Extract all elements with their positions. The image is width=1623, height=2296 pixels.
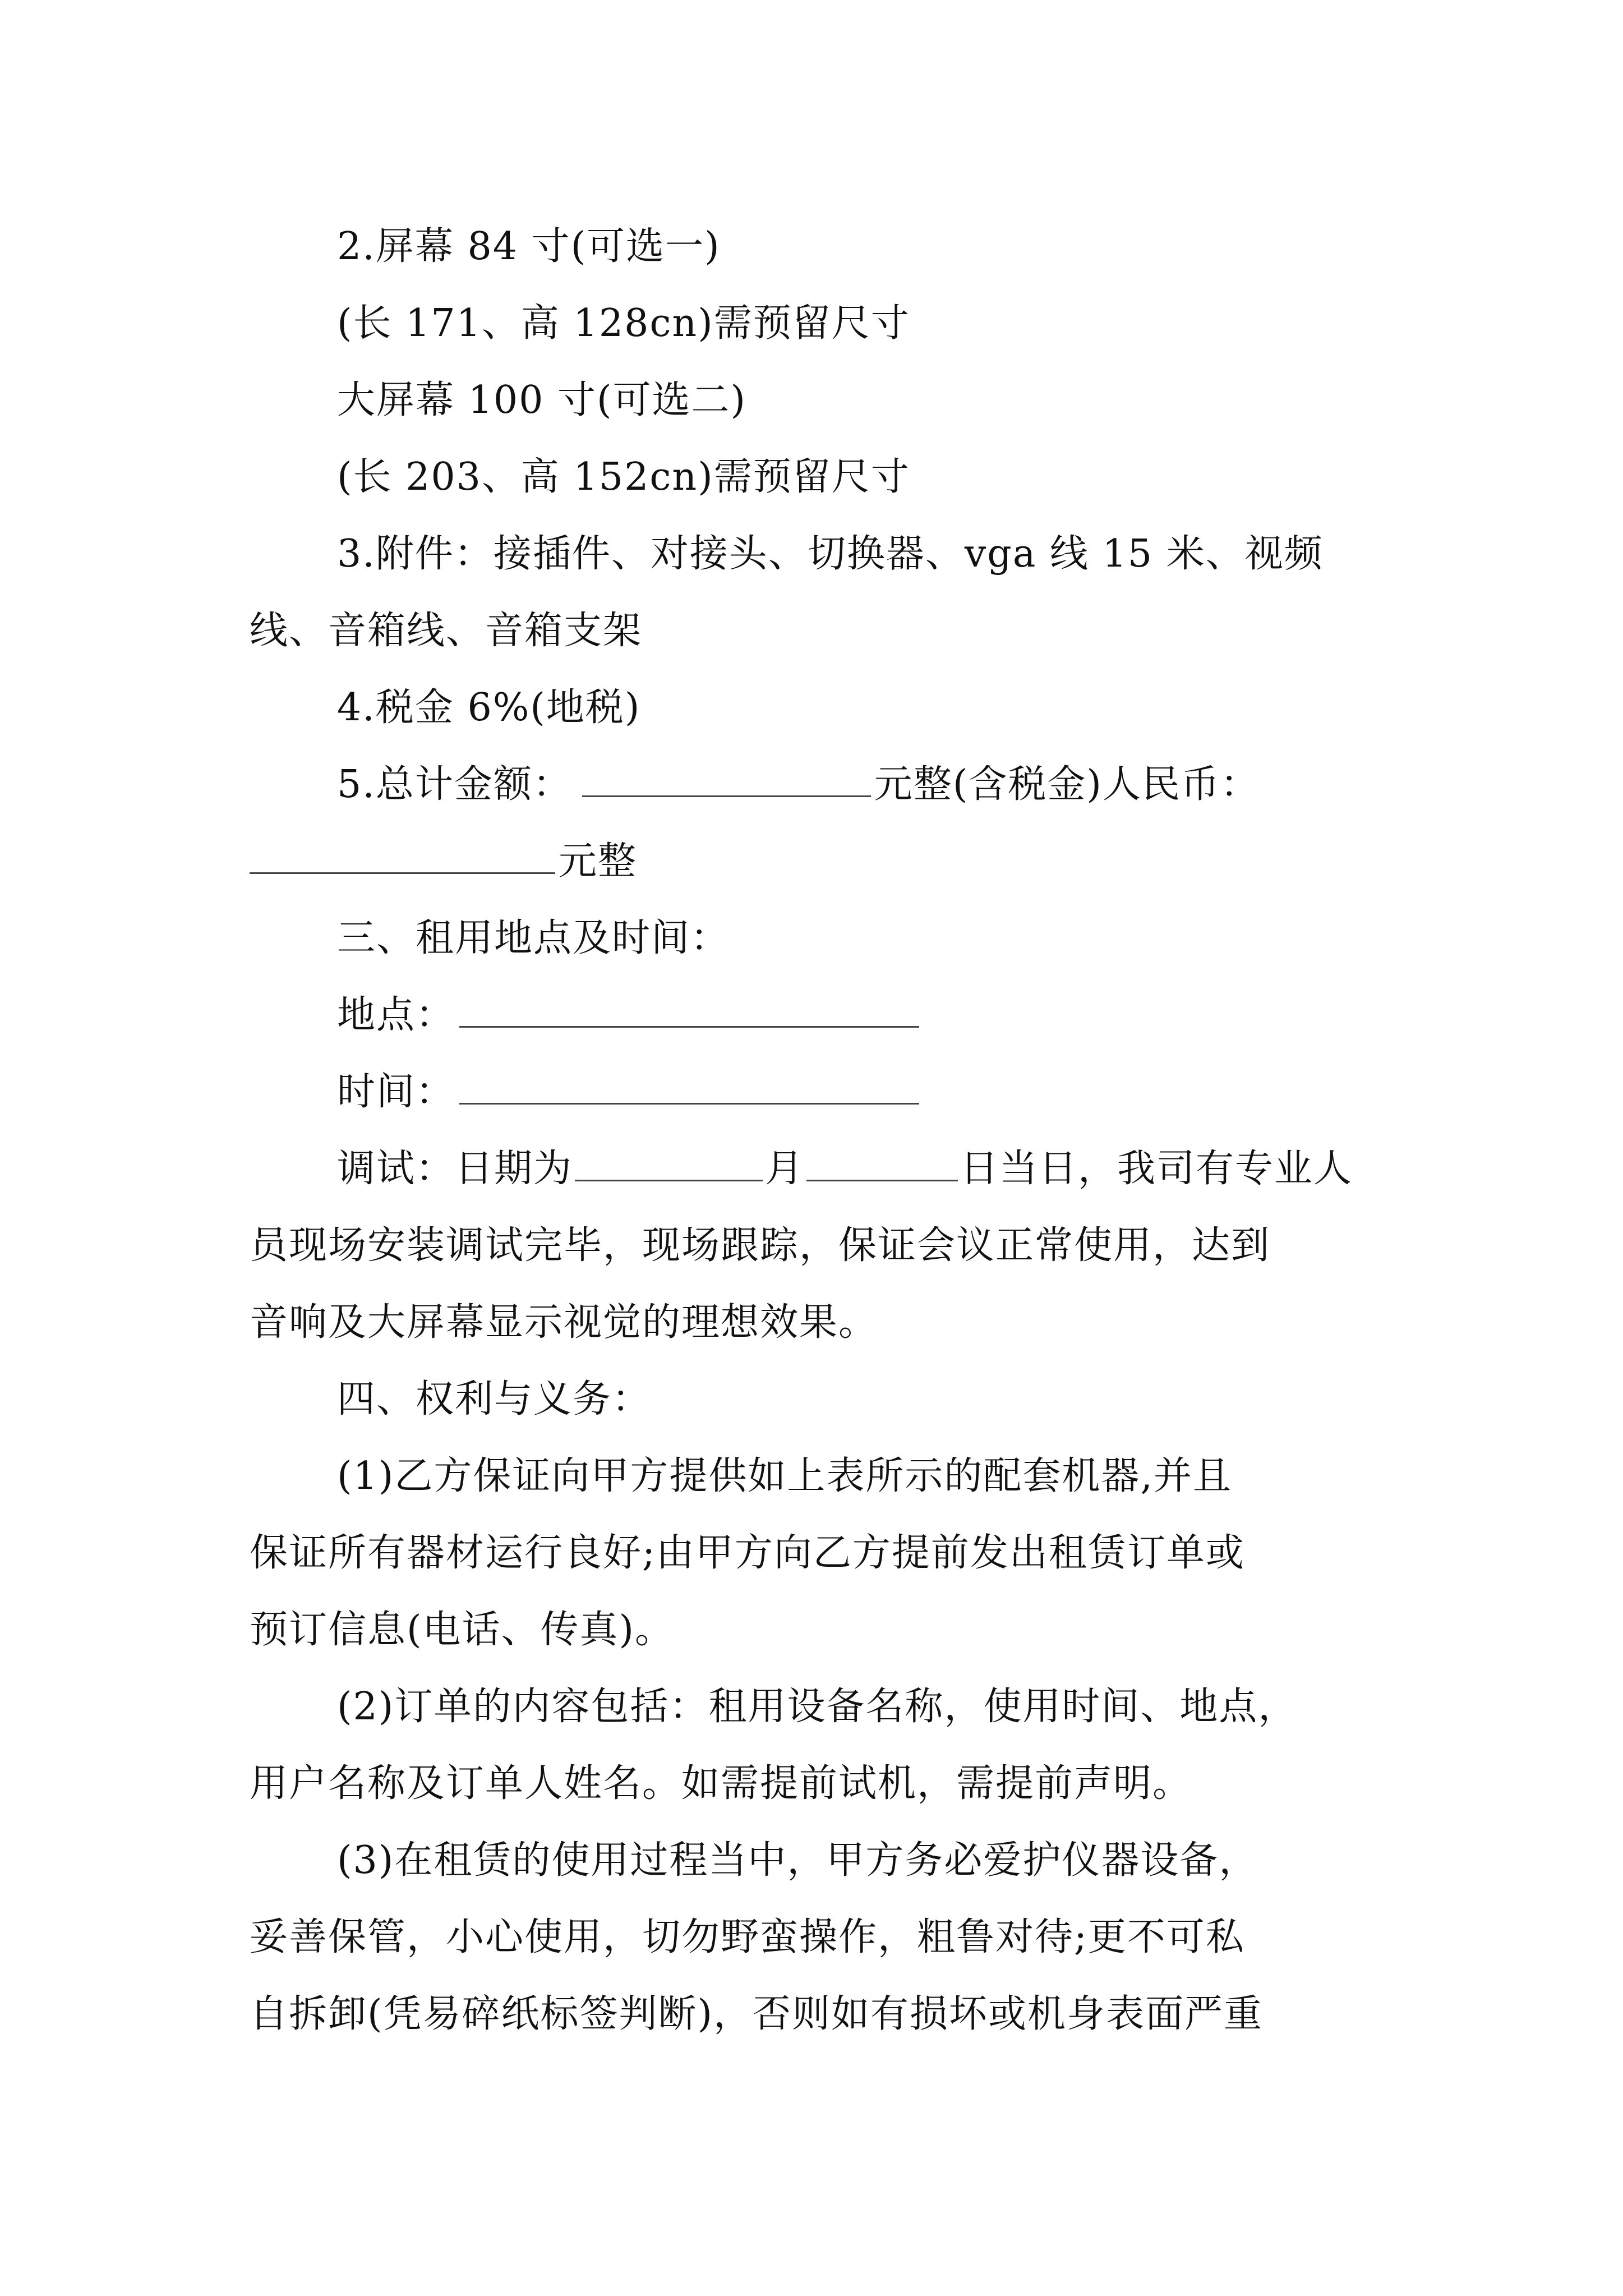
item-3-line-3: 自拆卸(凭易碎纸标签判断)，否则如有损坏或机身表面严重 [250,1992,1264,2036]
time-label: 时间： [337,1070,455,1114]
item-1-line-3: 预订信息(电话、传真)。 [250,1608,675,1652]
debug-month-blank [575,1147,763,1181]
time-blank [459,1070,919,1105]
rmb-amount-blank [250,840,555,874]
total-amount-label: 5.总计金额： [337,762,572,807]
debug-day-rest: 日当日，我司有专业人 [960,1147,1353,1191]
debug-line-1 [250,1130,1382,1207]
place-blank [459,993,919,1028]
document-body [250,208,1382,2053]
item-3-line-2: 妥善保管，小心使用，切勿野蛮操作，粗鲁对待;更不可私 [250,1915,1245,1959]
item-1-line-1: (1)乙方保证向甲方提供如上表所示的配套机器,并且 [337,1454,1232,1498]
total-rmb-line [250,823,1382,900]
item-3-line-1: (3)在租赁的使用过程当中，甲方务必爱护仪器设备， [337,1838,1258,1883]
total-amount-blank [582,763,871,797]
screen-100-line: 大屏幕 100 寸(可选二) [337,378,747,422]
section-3-title: 三、租用地点及时间： [337,916,730,960]
place-label: 地点： [337,993,455,1037]
screen-100-size-line: (长 203、高 152cn)需预留尺寸 [337,455,910,499]
debug-line-2: 员现场安装调试完毕，现场跟踪，保证会议正常使用，达到 [250,1223,1271,1268]
item-2-line-1: (2)订单的内容包括：租用设备名称，使用时间、地点， [337,1685,1298,1729]
debug-day-blank [806,1147,958,1181]
item-1-line-2: 保证所有器材运行良好;由甲方向乙方提前发出租赁订单或 [250,1531,1245,1575]
debug-label: 调试：日期为 [337,1147,573,1191]
item-2-line-2: 用户名称及订单人姓名。如需提前试机，需提前声明。 [250,1761,1192,1806]
place-line [250,977,1382,1053]
total-amount-line [250,746,1382,823]
time-line [250,1053,1382,1130]
debug-line-3: 音响及大屏幕显示视觉的理想效果。 [250,1300,878,1345]
rmb-amount-suffix: 元整 [559,839,638,884]
section-4-title: 四、权利与义务： [337,1377,652,1421]
total-amount-middle: 元整(含税金)人民币： [874,762,1260,807]
screen-84-line: 2.屏幕 84 寸(可选一) [337,224,721,269]
tax-line: 4.税金 6%(地税) [337,685,641,730]
debug-month-label: 月 [765,1147,805,1191]
screen-84-size-line: (长 171、高 128cn)需预留尺寸 [337,301,910,346]
accessories-line-2: 线、音箱线、音箱支架 [250,609,643,653]
accessories-line-1: 3.附件：接插件、对接头、切换器、vga 线 15 米、视频 [337,532,1324,576]
